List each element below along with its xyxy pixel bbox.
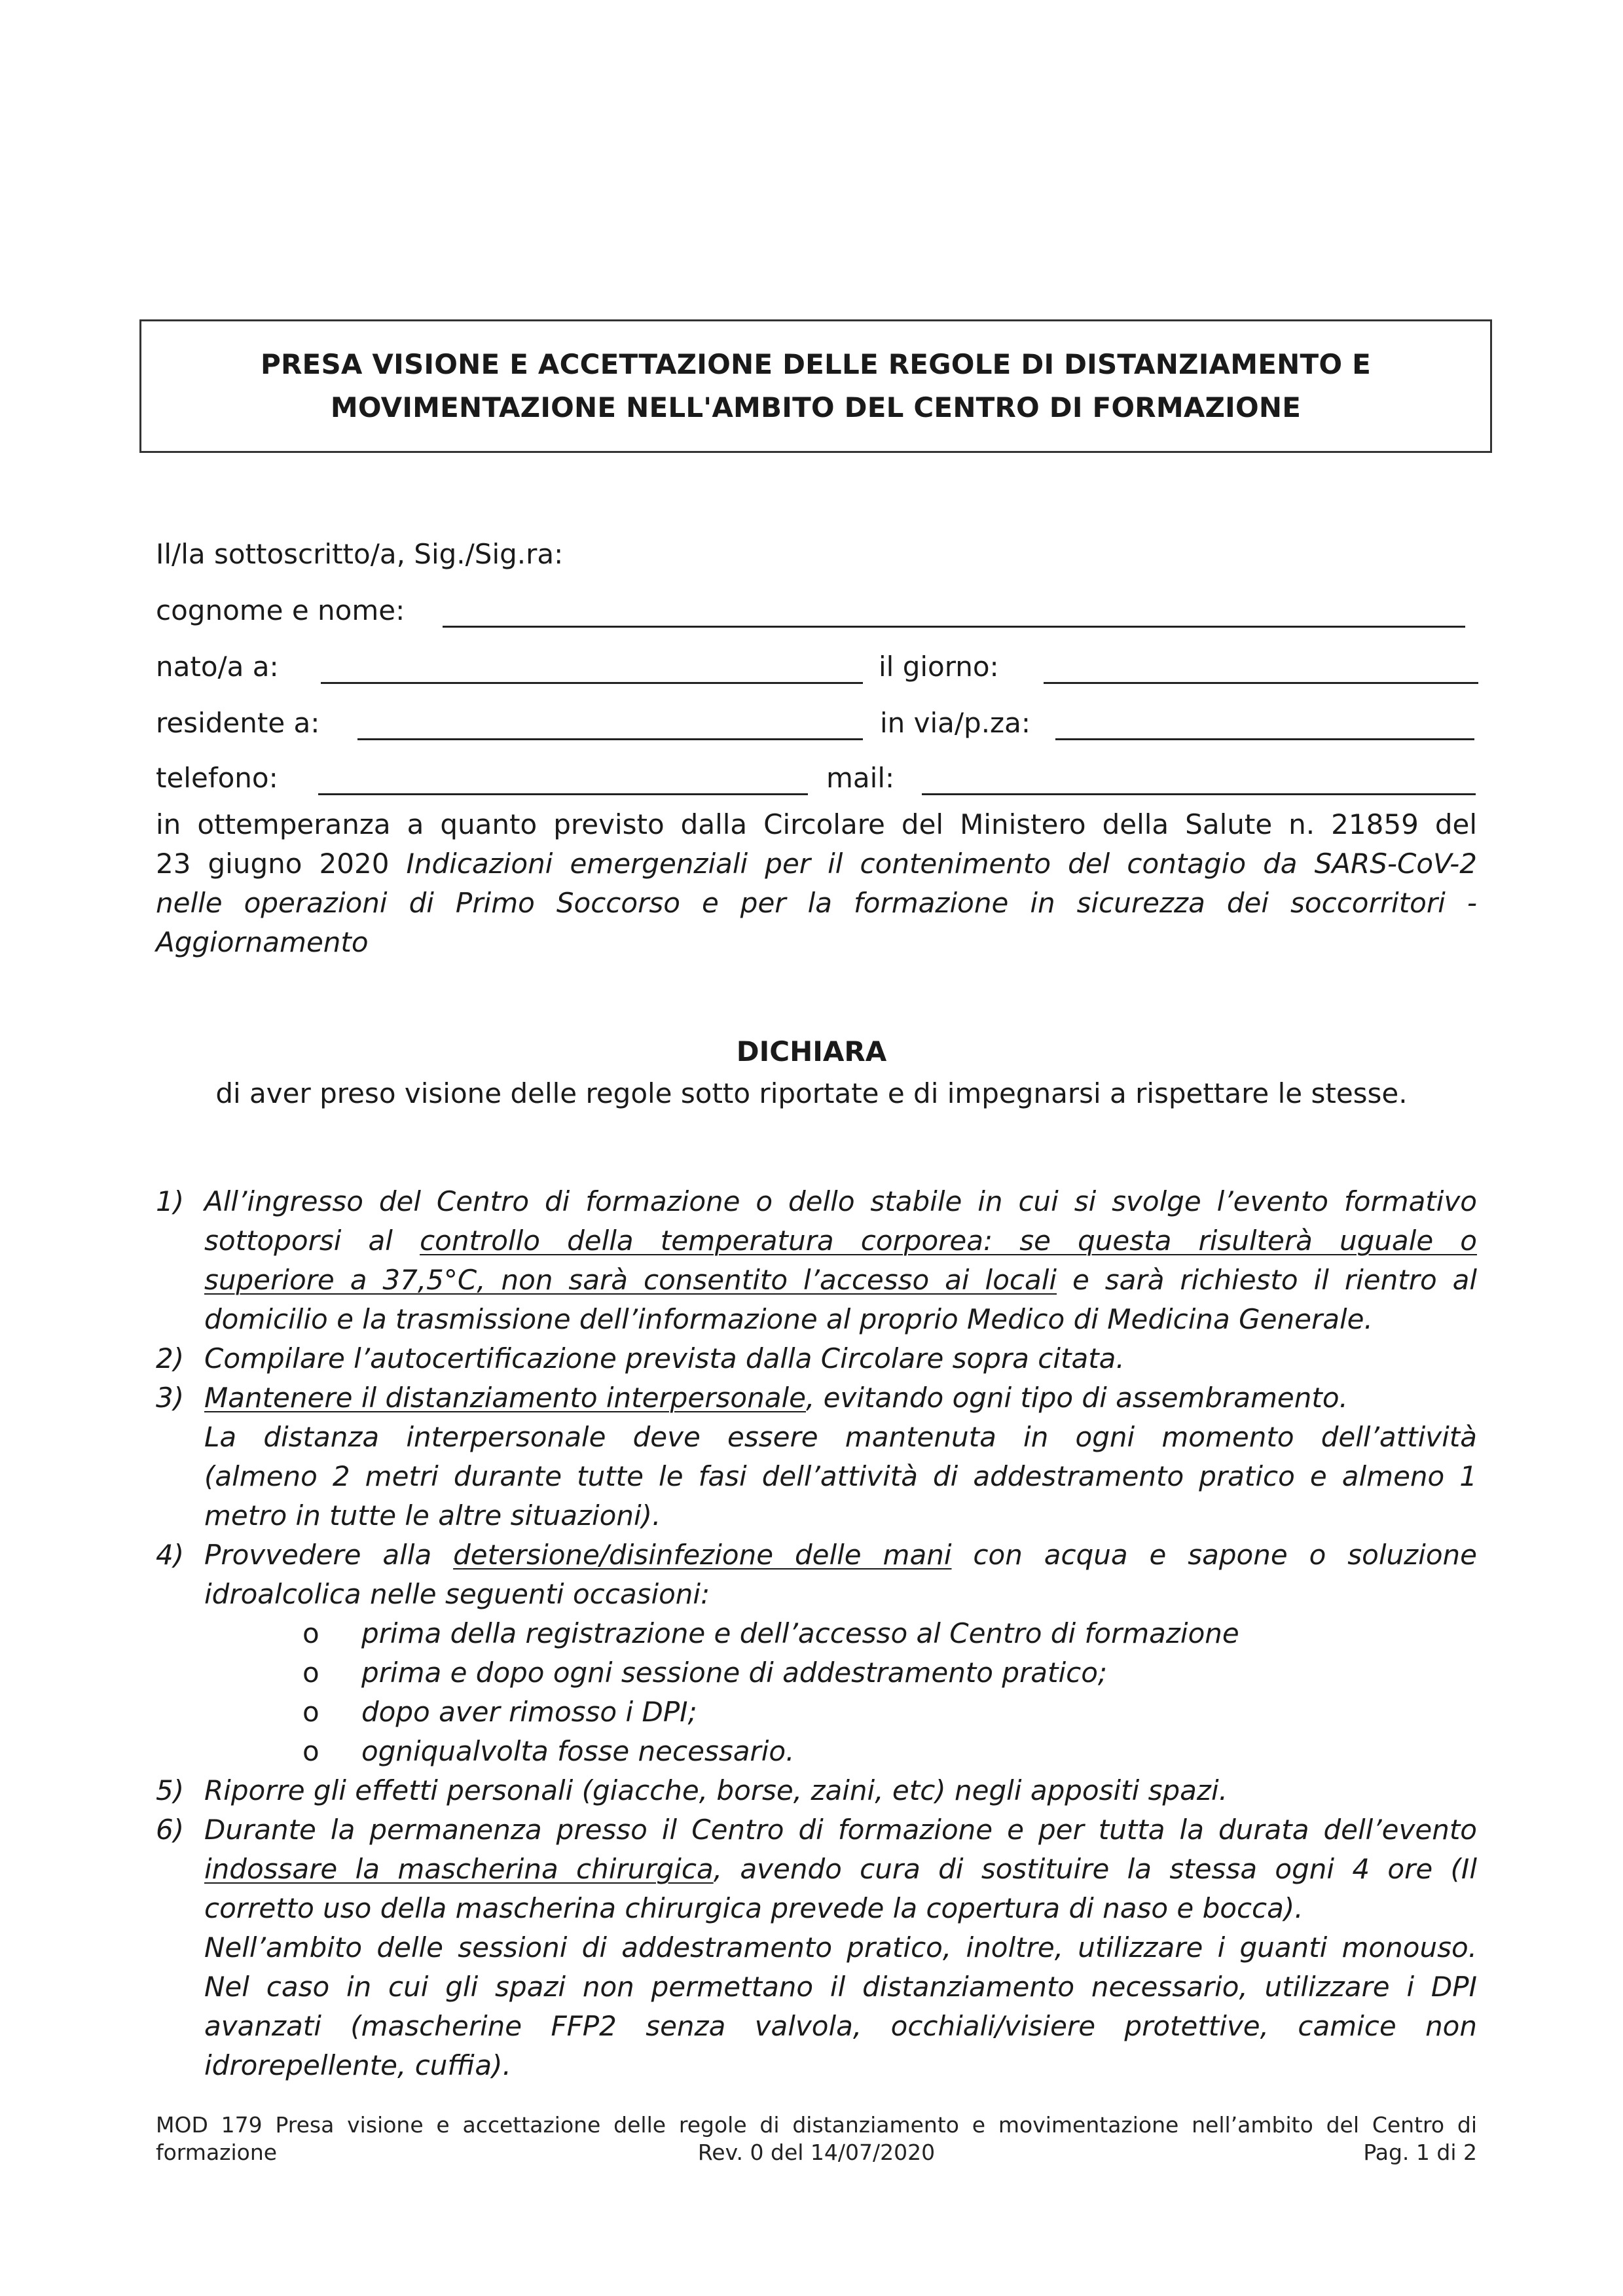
sub-list-item — [204, 1614, 1477, 1653]
footer-module-title: MOD 179 Presa visione e accettazione delle regole di distanziamento e movimentazione nell’ambito del Centro di — [156, 2112, 1477, 2138]
sub-list-text: prima della registrazione e dell’accesso al Centro di formazione — [361, 1617, 1239, 1649]
giorno-field[interactable] — [1044, 682, 1478, 684]
rule-line: La distanza interpersonale deve essere mantenuta in ogni momento dell’attività — [204, 1421, 1477, 1453]
bullet-icon: o — [302, 1617, 319, 1649]
nato-field[interactable] — [321, 682, 863, 684]
rule-number: 6) — [156, 1814, 185, 1846]
rule-number: 1) — [156, 1185, 185, 1217]
page-footer — [156, 2111, 1477, 2166]
mail-field[interactable] — [922, 793, 1476, 795]
rule-text: , avendo cura di sostituire la stessa ogni 4 ore (Il — [713, 1853, 1477, 1885]
rule-text: , evitando ogni tipo di assembramento. — [805, 1382, 1348, 1414]
rule-text: sottoporsi al — [204, 1225, 420, 1257]
footer-page-number: Pag. 1 di 2 — [1363, 2140, 1477, 2165]
telefono-field[interactable] — [318, 793, 808, 795]
rule-item — [156, 1182, 1477, 1339]
rule-underlined-text: superiore a 37,5°C, non sarà consentito l’accesso ai locali — [204, 1264, 1057, 1296]
rule-item — [156, 1339, 1477, 1378]
cognome-nome-field[interactable] — [443, 626, 1465, 628]
rule-line — [204, 1535, 1477, 1575]
rule-line: domicilio e la trasmissione dell’informazione al proprio Medico di Medicina Generale. — [204, 1303, 1373, 1335]
rule-line: Nel caso in cui gli spazi non permettano il distanziamento necessario, utilizzare i DPI — [204, 1971, 1477, 2003]
rule-number: 3) — [156, 1382, 185, 1414]
rule-item — [156, 1771, 1477, 1810]
footer-module-title-end: formazione — [156, 2140, 278, 2165]
rule-underlined-text: indossare la mascherina chirurgica — [204, 1853, 714, 1885]
paragraph-line — [156, 923, 1477, 962]
sub-list-item — [204, 1693, 1477, 1732]
rule-line — [204, 1378, 1477, 1418]
via-label: in via/p.za: — [880, 707, 1030, 739]
rule-line: idrorepellente, cuffia). — [204, 2049, 511, 2081]
rule-underlined-text: detersione/disinfezione delle mani — [453, 1539, 952, 1571]
rule-line: Riporre gli effetti personali (giacche, borse, zaini, etc) negli appositi spazi. — [204, 1774, 1228, 1806]
rule-text: Provvedere alla — [204, 1539, 454, 1571]
rule-line — [204, 1261, 1477, 1300]
dichiara-text: di aver preso visione delle regole sotto riportate e di impegnarsi a rispettare le stesse. — [215, 1077, 1408, 1109]
rule-line — [204, 1850, 1477, 1889]
rule-line: Nell’ambito delle sessioni di addestramento pratico, inoltre, utilizzare i guanti monouso. — [204, 1931, 1477, 1964]
rule-item — [156, 1535, 1477, 1771]
bullet-icon: o — [302, 1657, 319, 1689]
title-line-1: PRESA VISIONE E ACCETTAZIONE DELLE REGOLE DI DISTANZIAMENTO E — [261, 348, 1371, 380]
paragraph-doc-title: Indicazioni emergenziali per il contenimento del contagio da SARS-CoV-2 — [406, 848, 1477, 880]
rule-line: Compilare l’autocertificazione prevista dalla Circolare sopra citata. — [204, 1342, 1125, 1374]
rule-underlined-text: Mantenere il distanziamento interpersonale — [204, 1382, 806, 1414]
via-field[interactable] — [1055, 738, 1474, 740]
rule-line: Durante la permanenza presso il Centro di formazione e per tutta la durata dell’evento — [204, 1814, 1477, 1846]
paragraph-date: 23 giugno 2020 — [156, 848, 407, 880]
rule-line: metro in tutte le altre situazioni). — [204, 1499, 661, 1532]
residente-label: residente a: — [156, 707, 320, 739]
paragraph-doc-title: Aggiornamento — [156, 926, 369, 958]
bullet-icon: o — [302, 1696, 319, 1728]
rule-underlined-text: controllo della temperatura corporea: se questa risulterà uguale o — [420, 1225, 1477, 1257]
title-box — [139, 319, 1492, 453]
paragraph-line — [156, 844, 1477, 884]
sub-list-text: prima e dopo ogni sessione di addestramento pratico; — [361, 1657, 1108, 1689]
nato-label: nato/a a: — [156, 651, 279, 683]
sub-list-item — [204, 1732, 1477, 1771]
sub-list-item — [204, 1653, 1477, 1693]
sub-list-text: ogniqualvolta fosse necessario. — [361, 1735, 795, 1767]
rules-list — [156, 1182, 1477, 2085]
rule-number: 4) — [156, 1539, 185, 1571]
rule-line: avanzati (mascherine FFP2 senza valvola, occhiali/visiere protettive, camice non — [204, 2010, 1477, 2042]
rule-number: 2) — [156, 1342, 185, 1374]
bullet-icon: o — [302, 1735, 319, 1767]
cognome-nome-label: cognome e nome: — [156, 594, 405, 626]
rule-line: All’ingresso del Centro di formazione o dello stabile in cui si svolge l’evento formativo — [204, 1185, 1477, 1217]
rule-text: e sarà richiesto il rientro al — [1057, 1264, 1477, 1296]
reference-paragraph — [156, 805, 1477, 962]
sub-list-text: dopo aver rimosso i DPI; — [361, 1696, 697, 1728]
telefono-label: telefono: — [156, 762, 278, 794]
rule-item — [156, 1378, 1477, 1535]
rule-line: (almeno 2 metri durante tutte le fasi dell’attività di addestramento pratico e almeno 1 — [204, 1460, 1477, 1492]
rule-line: corretto uso della mascherina chirurgica prevede la copertura di naso e bocca). — [204, 1892, 1304, 1924]
paragraph-line — [156, 884, 1477, 923]
dichiara-heading: DICHIARA — [736, 1035, 887, 1067]
rule-number: 5) — [156, 1774, 185, 1806]
rule-text: con acqua e sapone o soluzione — [951, 1539, 1477, 1571]
intro-text: Il/la sottoscritto/a, Sig./Sig.ra: — [156, 538, 564, 570]
footer-revision: Rev. 0 del 14/07/2020 — [697, 2140, 936, 2165]
mail-label: mail: — [826, 762, 895, 794]
title-line-2: MOVIMENTAZIONE NELL'AMBITO DEL CENTRO DI FORMAZIONE — [330, 391, 1302, 423]
giorno-label: il giorno: — [879, 651, 999, 683]
paragraph-doc-title: nelle operazioni di Primo Soccorso e per la formazione in sicurezza dei soccorritori - — [156, 887, 1477, 919]
residente-field[interactable] — [357, 738, 863, 740]
rule-line — [204, 1221, 1477, 1261]
rule-line: idroalcolica nelle seguenti occasioni: — [204, 1578, 710, 1610]
paragraph-line: in ottemperanza a quanto previsto dalla Circolare del Ministero della Salute n. 21859 del — [156, 808, 1477, 840]
rule-item — [156, 1810, 1477, 2085]
